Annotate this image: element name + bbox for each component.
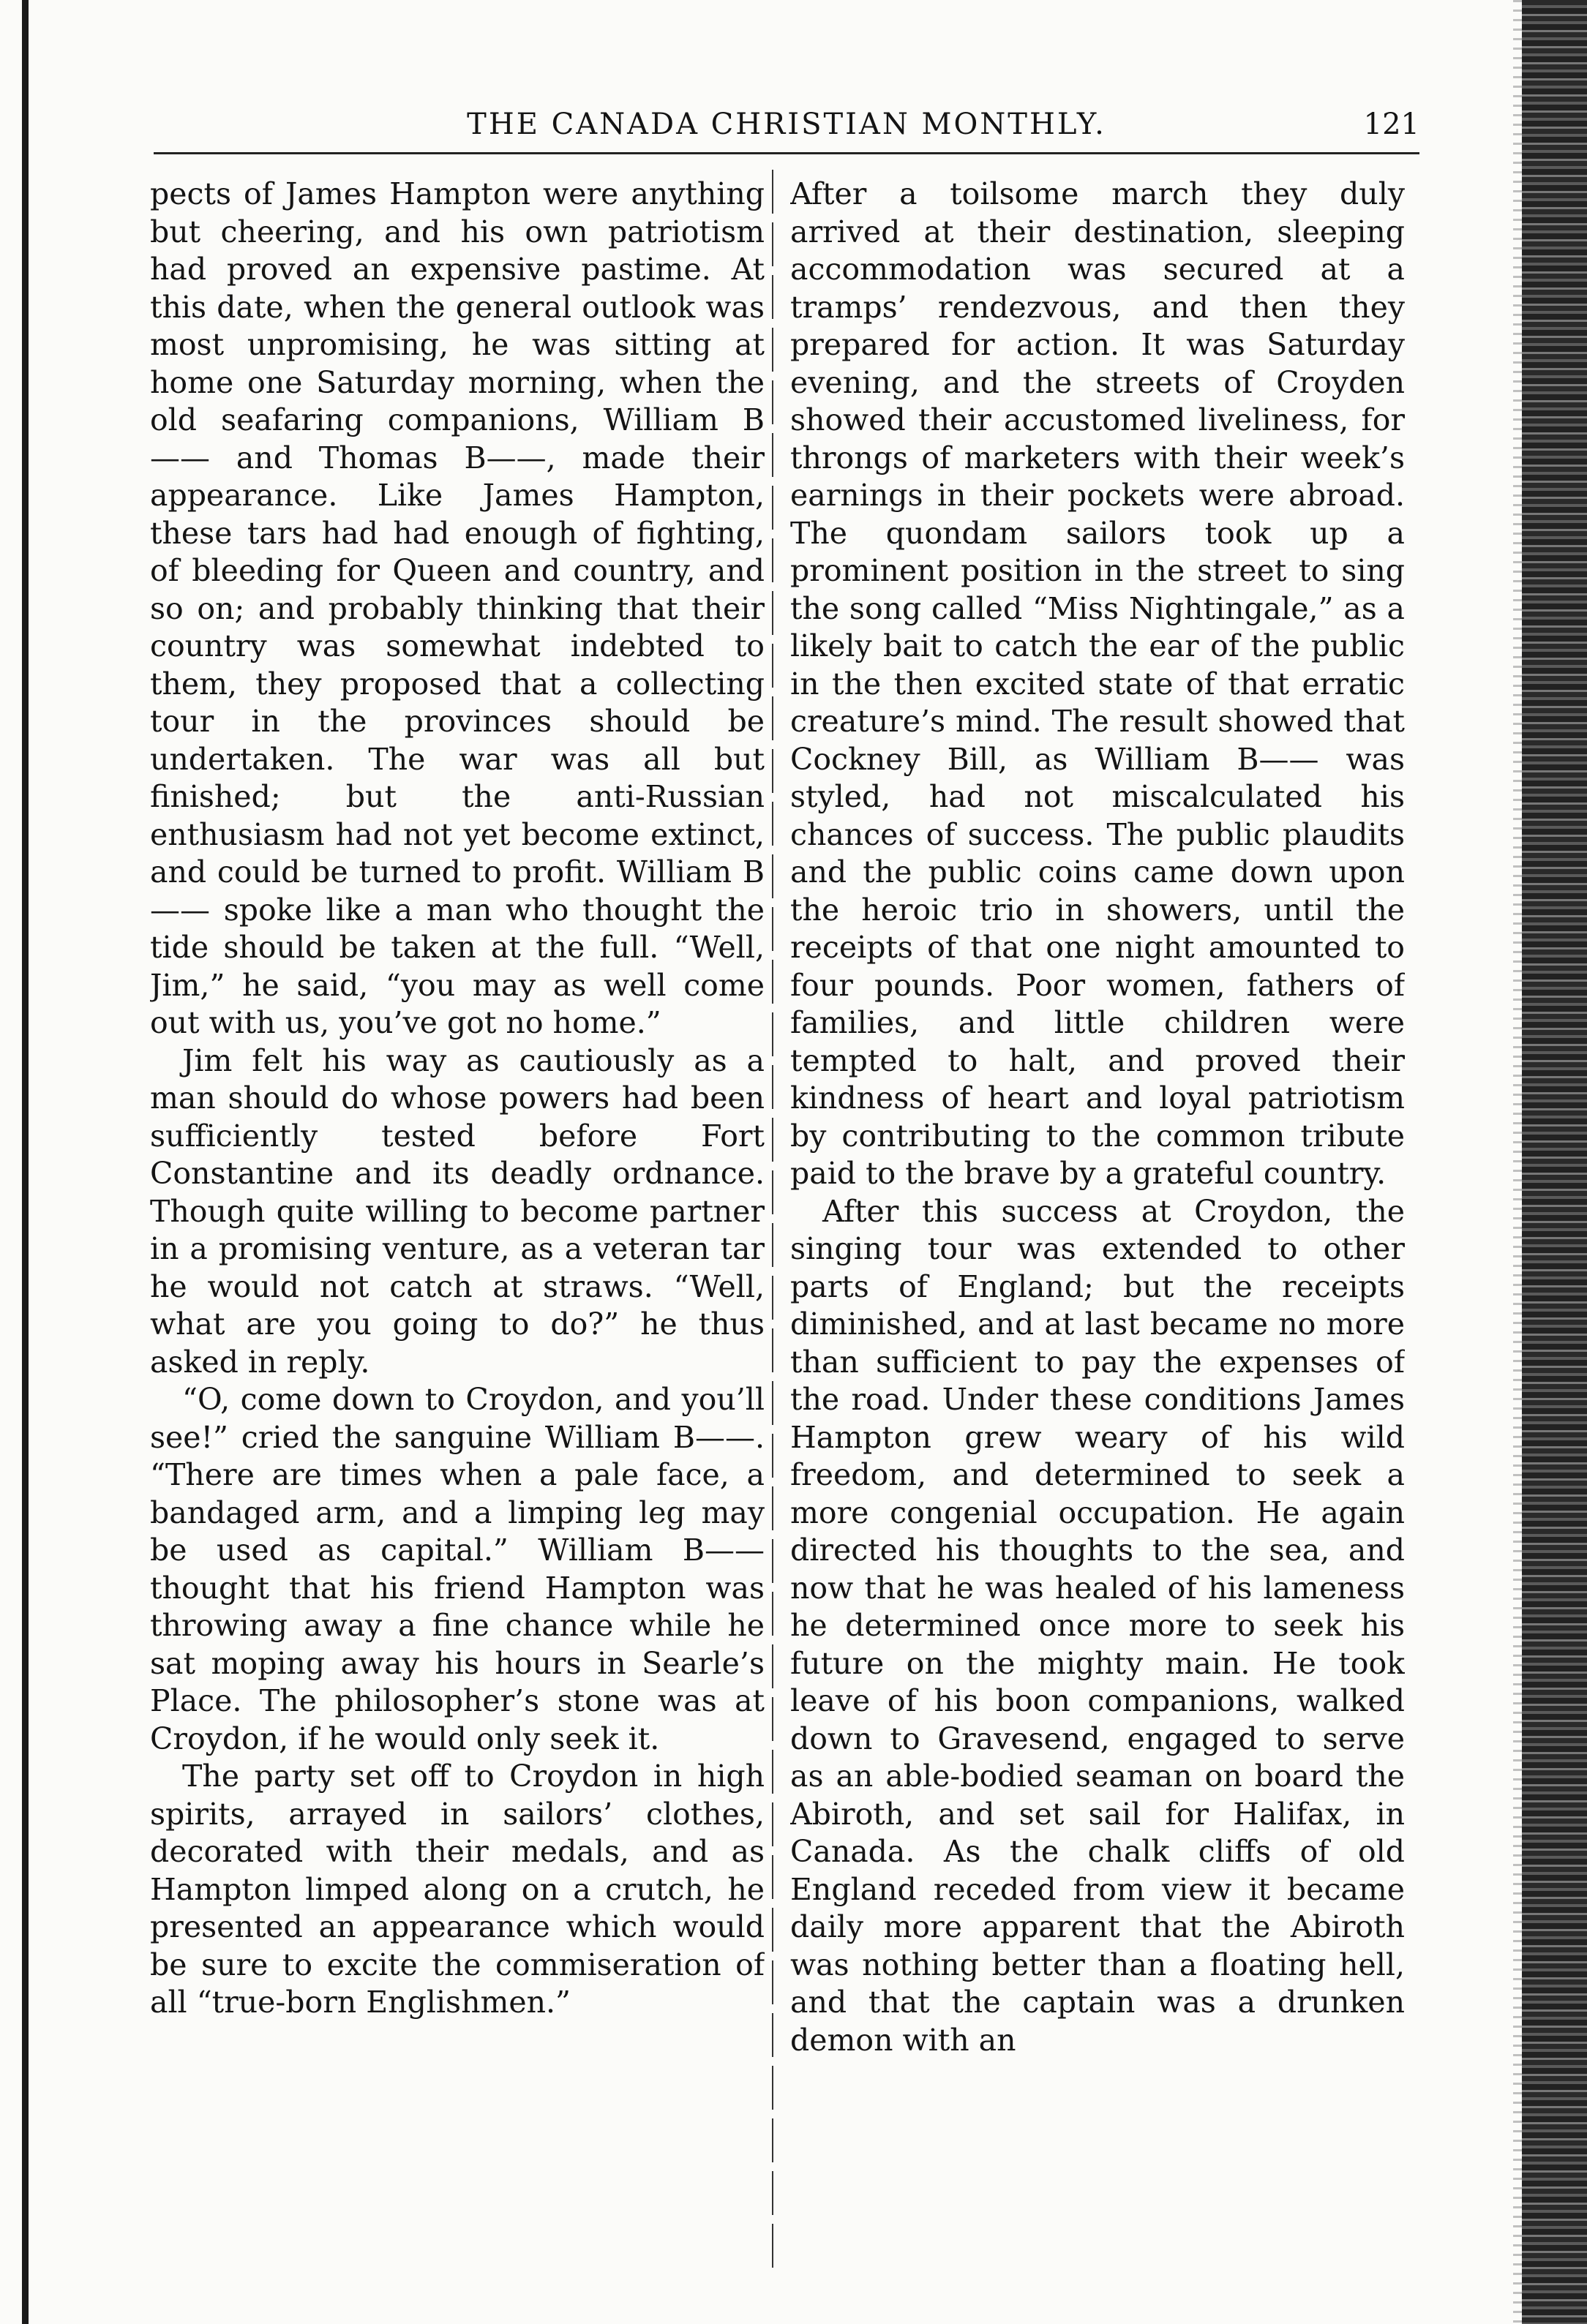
left-column [150,176,765,2268]
paragraph: After a toilsome march they duly arrived at their destination, sleeping accommodation was secured at a tramps’ rendezvous, and then they prepared for action. It was Saturday evening, and the streets of Croyden showed their accustomed liveliness, for throngs of marketers with their week’s earnings in their pockets were abroad. The quondam sailors took up a prominent position in the street to sing the song called “Miss Nightingale,” as a likely bait to catch the ear of the public in the then excited state of that erratic creature’s mind. The result showed that Cockney Bill, as William B—— was styled, had not miscalculated his chances of success. The public plaudits and the public coins came down upon the heroic trio in showers, until the receipts of that one night amounted to four pounds. Poor women, fathers of families, and little children were tempted to halt, and proved their kindness of heart and loyal patriotism by contributing to the common tribute paid to the brave by a grateful country. [790,176,1405,1191]
page-header [154,102,1419,146]
right-column [790,176,1405,2268]
running-title: THE CANADA CHRISTIAN MONTHLY. [467,108,1106,141]
paragraph: After this success at Croydon, the singing tour was extended to other parts of England; but the receipts diminished, and at last became no more than sufficient to pay the expenses of the road. Under these conditions James Hampton grew weary of his wild freedom, and determined to seek a more congenial occupation. He again directed his thoughts to the sea, and now that he was healed of his lameness he determined once more to seek his future on the mighty main. He took leave of his boon companions, walked down to Gravesend, engaged to serve as an able-bodied seaman on board the Abiroth, and set sail for Halifax, in Canada. As the chalk cliffs of old England receded from view it became daily more apparent that the Abiroth was nothing better than a floating hell, and that the captain was a drunken demon with an [790,1193,1405,2058]
page-edge-rule [22,0,29,2324]
paragraph: The party set off to Croydon in high spirits, arrayed in sailors’ clothes, decorated with their medals, and as Hampton limped along on a crutch, he presented an appearance which would be sure to excite the commiseration of all “true-born Englishmen.” [150,1759,765,2020]
binding-edge [1522,0,1587,2324]
paragraph: pects of James Hampton were anything but cheering, and his own patriotism had proved an expensive pastime. At this date, when the general outlook was most unpromising, he was sitting at home one Saturday morning, when the old seafaring companions, William B—— and Thomas B——, made their appearance. Like James Hampton, these tars had had enough of fighting, of bleeding for Queen and country, and so on; and probably thinking that their country was somewhat indebted to them, they proposed that a collecting tour in the provinces should be undertaken. The war was all but finished; but the anti-Russian enthusiasm had not yet become extinct, and could be turned to profit. William B—— spoke like a man who thought the tide should be taken at the full. “Well, Jim,” he said, “you may as well come out with us, you’ve got no home.” [150,176,765,1040]
header-rule [154,152,1419,154]
column-divider [772,170,773,2269]
page-number: 121 [1363,108,1419,141]
paragraph: Jim felt his way as cautiously as a man should do whose powers had been sufficiently tested before Fort Constantine and its deadly ordnance. Though quite willing to become partner in a promising venture, as a veteran tar he would not catch at straws. “Well, what are you going to do?” he thus asked in reply. [150,1042,765,1380]
paragraph: “O, come down to Croydon, and you’ll see!” cried the sanguine William B——. “There are times when a pale face, a bandaged arm, and a limping leg may be used as capital.” William B—— thought that his friend Hampton was throwing away a fine chance while he sat moping away his hours in Searle’s Place. The philosopher’s stone was at Croydon, if he would only seek it. [150,1382,765,1756]
